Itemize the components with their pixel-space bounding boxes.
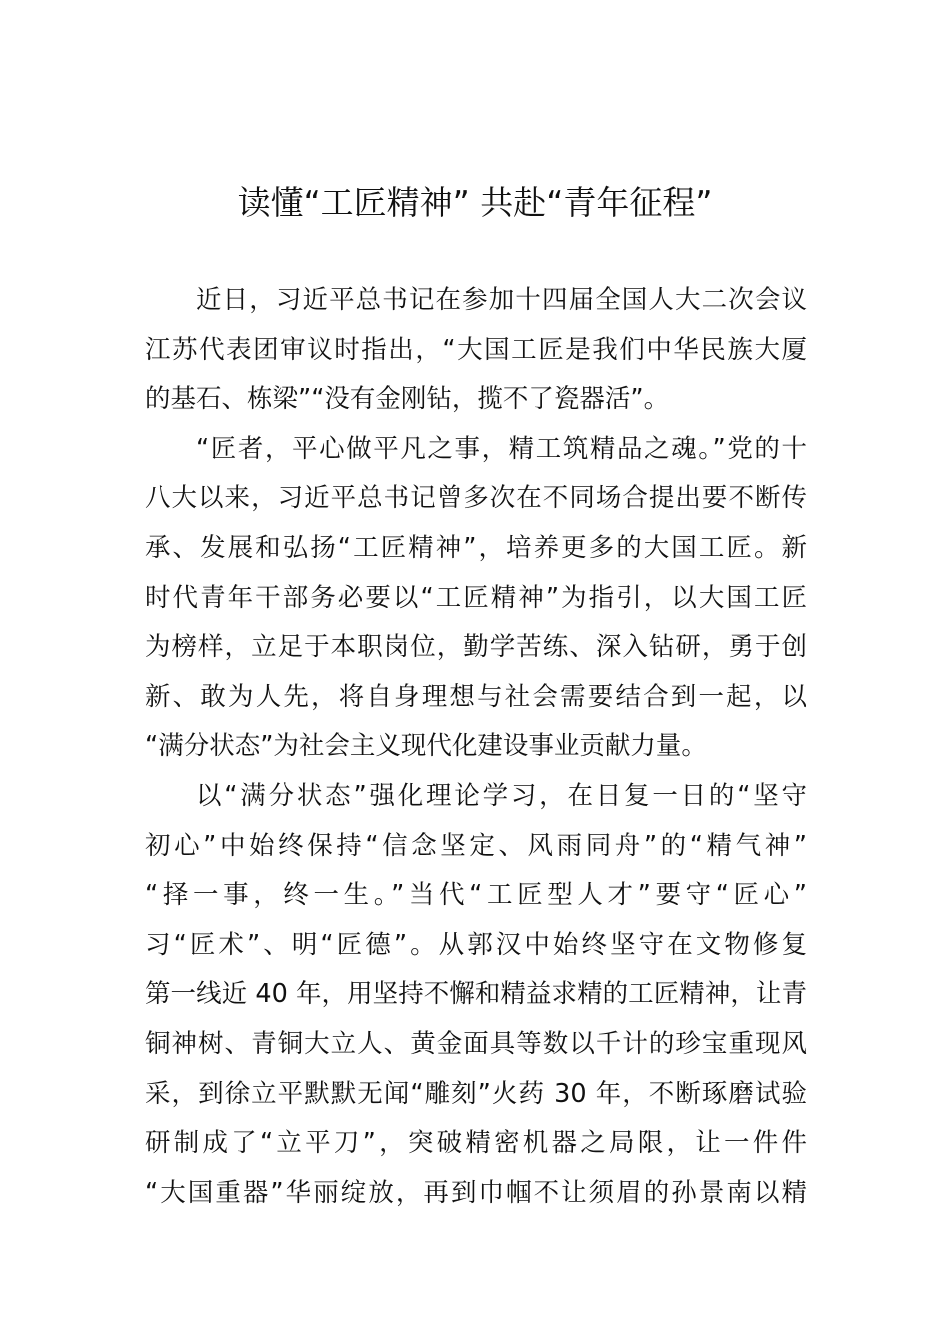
body-line: 新、敢为人先，将自身理想与社会需要结合到一起，以 (145, 681, 807, 712)
body-line: 八大以来，习近平总书记曾多次在不同场合提出要不断传 (145, 483, 807, 514)
body-line: 近日，习近平总书记在参加十四届全国人大二次会议 (196, 285, 807, 315)
body-line: 承、发展和弘扬“工匠精神”，培养更多的大国工匠。新 (145, 532, 807, 563)
body-line: “满分状态”为社会主义现代化建设事业贡献力量。 (145, 731, 707, 762)
body-line: 时代青年干部务必要以“工匠精神”为指引，以大国工匠 (145, 582, 807, 613)
document-body (145, 276, 807, 1218)
body-line: “择一事，终一生。”当代“工匠型人才”要守“匠心” (145, 880, 807, 911)
body-line: “大国重器”华丽绽放，再到巾帼不让须眉的孙景南以精 (145, 1177, 807, 1208)
body-line: 为榜样，立足于本职岗位，勤学苦练、深入钻研，勇于创 (145, 632, 807, 663)
body-line: 江苏代表团审议时指出，“大国工匠是我们中华民族大厦 (145, 334, 807, 365)
body-line: 以“满分状态”强化理论学习，在日复一日的“坚守 (196, 780, 807, 811)
body-line: 习“匠术”、明“匠德”。从郭汉中始终坚守在文物修复 (145, 929, 807, 960)
body-line: 的基石、栋梁”“没有金刚钻，揽不了瓷器活”。 (145, 384, 670, 415)
document-title: 读懂“工匠精神” 共赴“青年征程” (237, 183, 713, 222)
body-line: 研制成了“立平刀”，突破精密机器之局限，让一件件 (145, 1128, 807, 1159)
body-line: 采，到徐立平默默无闻“雕刻”火药 30 年，不断琢磨试验 (145, 1078, 807, 1109)
body-line: 铜神树、青铜大立人、黄金面具等数以千计的珍宝重现风 (145, 1028, 807, 1059)
body-line: 第一线近 40 年，用坚持不懈和精益求精的工匠精神，让青 (145, 979, 807, 1010)
body-line: 初心”中始终保持“信念坚定、风雨同舟”的“精气神” (145, 830, 807, 861)
body-line: “匠者，平心做平凡之事，精工筑精品之魂。”党的十 (196, 433, 807, 464)
